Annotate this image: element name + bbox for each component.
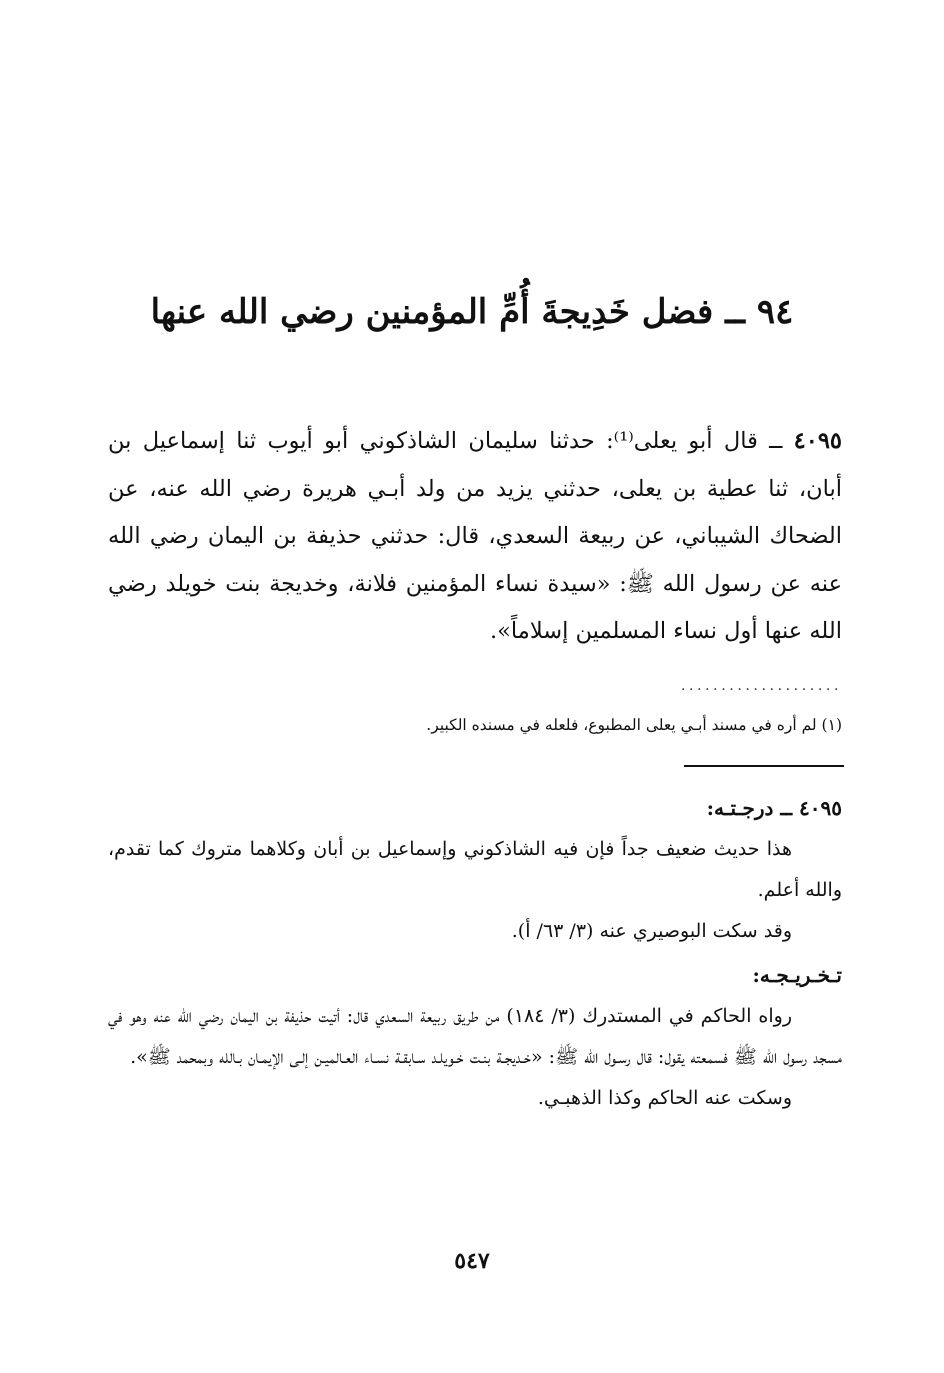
grade-heading: ٤٠٩٥ ــ درجـتـه: — [706, 796, 842, 820]
takhrij-paragraph-1: رواه الحاكم في المستدرك (٣/ ١٨٤) من طريق ربيعة السعدي قال: أتيت حذيفة بن اليمان رضي الله عنه وهو في مسجد رسول الله ﷺ فسمعته يقول: قال رسـول الله ﷺ: «خـديجـة بنـت خـويلـد سـابقـة نسـاء العـالميـن إلـى الإيمـان بـالله وبمحمد ﷺ». — [108, 1005, 842, 1068]
takhrij-heading: تـخـريـجـه: — [752, 963, 842, 987]
grade-paragraph-1: هذا حديث ضعيف جداً فإن فيه الشاذكوني وإسماعيل بن أبان وكلاهما متروك كما تقدم، والله أعلم. — [108, 838, 842, 901]
section-divider — [684, 765, 844, 767]
grade-section — [108, 788, 842, 952]
hadith-body: ــ قال أبو يعلى⁽¹⁾: حدثنا سليمان الشاذكوني أبو أيوب ثنا إسماعيل بن أبان، ثنا عطية بن يعلى، حدثني يزيد من ولد أبـي هريرة رضي الله عنه، عن الضحاك الشيباني، عن ربيعة السعدي، قال: حدثني حذيفة بن اليمان رضي الله عنه عن رسول الله ﷺ: «سيدة نساء المؤمنين فلانة، وخديجة بنت خويلد رضي الله عنها أول نساء المسلمين إسلاماً». — [108, 428, 842, 644]
page-number: ٥٤٧ — [454, 1248, 490, 1274]
footnote-separator: .................... — [680, 678, 842, 692]
chapter-title: ٩٤ ــ فضل خَدِيجةَ أُمِّ المؤمنين رضي الله عنها — [150, 292, 794, 332]
grade-paragraph-2: وقد سكت البوصيري عنه (٣/ ٦٣/ أ). — [511, 920, 792, 942]
takhrij-section — [108, 955, 842, 1119]
footnote: (١) لم أره في مسند أبـي يعلى المطبوع، فلعله في مسنده الكبير. — [426, 716, 842, 734]
takhrij-paragraph-2: وسكت عنه الحاكم وكذا الذهبـي. — [537, 1087, 792, 1109]
hadith-text-block — [108, 418, 842, 656]
hadith-number: ٤٠٩٥ — [793, 428, 843, 454]
